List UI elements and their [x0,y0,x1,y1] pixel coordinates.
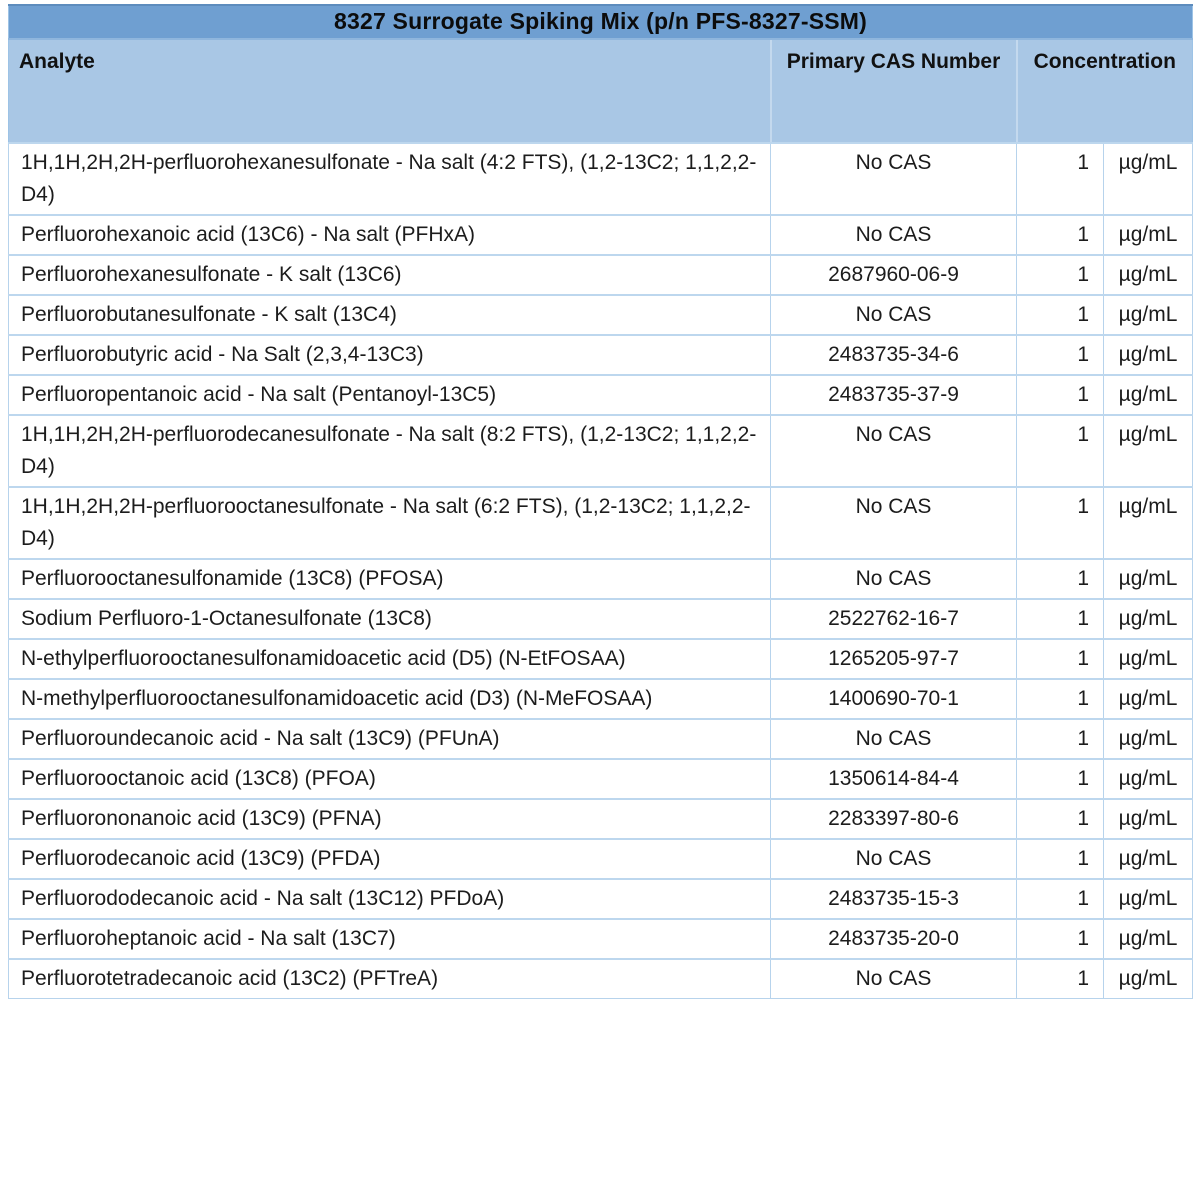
analyte-cell: Perfluorododecanoic acid - Na salt (13C12) PFDoA) [9,879,771,919]
concentration-unit-cell: µg/mL [1104,255,1193,295]
concentration-unit-cell: µg/mL [1104,799,1193,839]
table-row [9,879,1193,919]
concentration-value-cell: 1 [1017,719,1104,759]
table-row [9,375,1193,415]
concentration-value-cell: 1 [1017,487,1104,559]
concentration-unit-cell: µg/mL [1104,415,1193,487]
table-row [9,799,1193,839]
cas-number-cell: 2483735-15-3 [771,879,1017,919]
concentration-value-cell: 1 [1017,679,1104,719]
concentration-unit-cell: µg/mL [1104,759,1193,799]
analyte-cell: Perfluorotetradecanoic acid (13C2) (PFTreA) [9,959,771,999]
analyte-cell: Perfluorohexanoic acid (13C6) - Na salt (PFHxA) [9,215,771,255]
cas-number-cell: No CAS [771,559,1017,599]
concentration-value-cell: 1 [1017,255,1104,295]
analyte-cell: Perfluorooctanoic acid (13C8) (PFOA) [9,759,771,799]
analyte-cell: 1H,1H,2H,2H-perfluorooctanesulfonate - Na salt (6:2 FTS), (1,2-13C2; 1,1,2,2-D4) [9,487,771,559]
concentration-unit-cell: µg/mL [1104,335,1193,375]
table-row [9,255,1193,295]
cas-number-cell: 2283397-80-6 [771,799,1017,839]
cas-number-cell: 2522762-16-7 [771,599,1017,639]
concentration-unit-cell: µg/mL [1104,295,1193,335]
concentration-value-cell: 1 [1017,919,1104,959]
concentration-value-cell: 1 [1017,375,1104,415]
table-row [9,839,1193,879]
cas-number-cell: No CAS [771,295,1017,335]
concentration-value-cell: 1 [1017,335,1104,375]
table-row [9,959,1193,999]
cas-number-cell: No CAS [771,143,1017,215]
table-row [9,335,1193,375]
cas-number-cell: 1350614-84-4 [771,759,1017,799]
cas-number-cell: No CAS [771,719,1017,759]
table-row [9,143,1193,215]
concentration-unit-cell: µg/mL [1104,375,1193,415]
concentration-unit-cell: µg/mL [1104,559,1193,599]
cas-number-cell: No CAS [771,959,1017,999]
concentration-value-cell: 1 [1017,559,1104,599]
cas-number-cell: 2687960-06-9 [771,255,1017,295]
table-row [9,679,1193,719]
concentration-unit-cell: µg/mL [1104,679,1193,719]
analyte-cell: Perfluorooctanesulfonamide (13C8) (PFOSA) [9,559,771,599]
surrogate-spiking-mix-table [8,4,1193,999]
cas-number-cell: No CAS [771,839,1017,879]
concentration-value-cell: 1 [1017,415,1104,487]
cas-number-cell: 2483735-37-9 [771,375,1017,415]
concentration-unit-cell: µg/mL [1104,879,1193,919]
concentration-value-cell: 1 [1017,599,1104,639]
concentration-unit-cell: µg/mL [1104,143,1193,215]
concentration-unit-cell: µg/mL [1104,919,1193,959]
table-title: 8327 Surrogate Spiking Mix (p/n PFS-8327-SSM) [9,5,1193,39]
analyte-cell: Perfluorobutyric acid - Na Salt (2,3,4-13C3) [9,335,771,375]
analyte-cell: Perfluorobutanesulfonate - K salt (13C4) [9,295,771,335]
concentration-value-cell: 1 [1017,879,1104,919]
column-header-analyte: Analyte [9,39,771,143]
cas-number-cell: 2483735-20-0 [771,919,1017,959]
analyte-cell: Perfluorohexanesulfonate - K salt (13C6) [9,255,771,295]
analyte-cell: N-methylperfluorooctanesulfonamidoacetic acid (D3) (N-MeFOSAA) [9,679,771,719]
concentration-unit-cell: µg/mL [1104,959,1193,999]
concentration-unit-cell: µg/mL [1104,487,1193,559]
table-row [9,599,1193,639]
cas-number-cell: 1400690-70-1 [771,679,1017,719]
table-row [9,559,1193,599]
analyte-cell: Perfluorononanoic acid (13C9) (PFNA) [9,799,771,839]
analyte-cell: 1H,1H,2H,2H-perfluorohexanesulfonate - Na salt (4:2 FTS), (1,2-13C2; 1,1,2,2-D4) [9,143,771,215]
analyte-cell: 1H,1H,2H,2H-perfluorodecanesulfonate - Na salt (8:2 FTS), (1,2-13C2; 1,1,2,2-D4) [9,415,771,487]
concentration-value-cell: 1 [1017,959,1104,999]
concentration-value-cell: 1 [1017,759,1104,799]
column-header-primary-cas-number: Primary CAS Number [771,39,1017,143]
concentration-unit-cell: µg/mL [1104,719,1193,759]
concentration-unit-cell: µg/mL [1104,639,1193,679]
analyte-cell: Sodium Perfluoro-1-Octanesulfonate (13C8) [9,599,771,639]
concentration-value-cell: 1 [1017,215,1104,255]
table-body [9,143,1193,999]
table-title-row [9,5,1193,39]
concentration-unit-cell: µg/mL [1104,215,1193,255]
concentration-value-cell: 1 [1017,143,1104,215]
table-row [9,295,1193,335]
analyte-cell: Perfluorodecanoic acid (13C9) (PFDA) [9,839,771,879]
table-row [9,759,1193,799]
concentration-unit-cell: µg/mL [1104,599,1193,639]
concentration-value-cell: 1 [1017,799,1104,839]
cas-number-cell: 1265205-97-7 [771,639,1017,679]
table-row [9,719,1193,759]
analyte-cell: Perfluoroheptanoic acid - Na salt (13C7) [9,919,771,959]
table-header-row [9,39,1193,143]
table-row [9,487,1193,559]
concentration-value-cell: 1 [1017,839,1104,879]
table-row [9,215,1193,255]
analyte-cell: N-ethylperfluorooctanesulfonamidoacetic acid (D5) (N-EtFOSAA) [9,639,771,679]
table-row [9,919,1193,959]
concentration-value-cell: 1 [1017,639,1104,679]
concentration-value-cell: 1 [1017,295,1104,335]
table-row [9,639,1193,679]
concentration-unit-cell: µg/mL [1104,839,1193,879]
analyte-cell: Perfluoropentanoic acid - Na salt (Pentanoyl-13C5) [9,375,771,415]
cas-number-cell: No CAS [771,215,1017,255]
table-row [9,415,1193,487]
cas-number-cell: No CAS [771,415,1017,487]
cas-number-cell: No CAS [771,487,1017,559]
analyte-cell: Perfluoroundecanoic acid - Na salt (13C9) (PFUnA) [9,719,771,759]
cas-number-cell: 2483735-34-6 [771,335,1017,375]
column-header-concentration: Concentration [1017,39,1193,143]
